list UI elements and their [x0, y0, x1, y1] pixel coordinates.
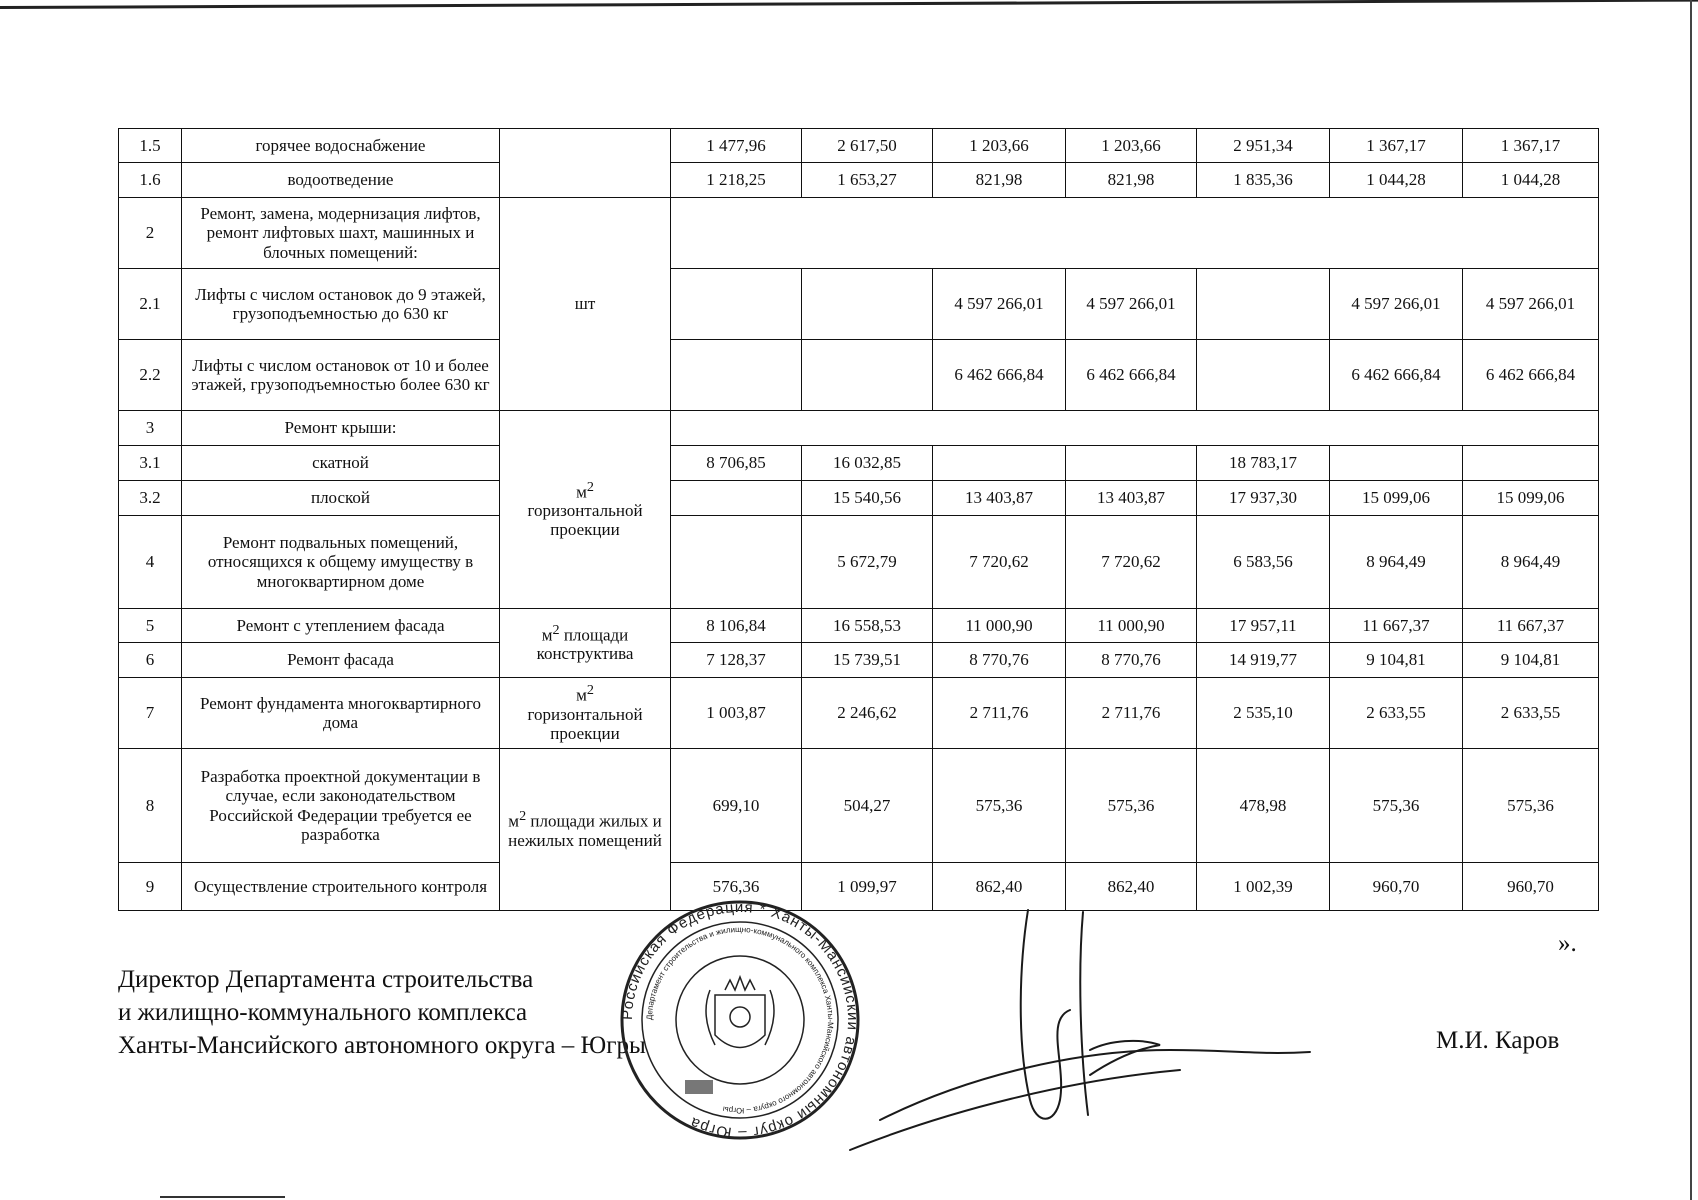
value-cell: 13 403,87	[933, 481, 1066, 516]
value-cell: 1 367,17	[1330, 129, 1463, 163]
stamp-barcode-mark	[685, 1080, 713, 1094]
value-cell: 504,27	[802, 749, 933, 863]
row-name: Ремонт, замена, модернизация лифтов, ремонт лифтовых шахт, машинных и блочных помещений:	[182, 198, 500, 269]
official-seal-stamp	[615, 895, 865, 1145]
value-cell: 1 003,87	[671, 678, 802, 749]
table-row	[119, 481, 1599, 516]
value-cell: 1 203,66	[933, 129, 1066, 163]
unit-cell	[500, 609, 671, 678]
value-cell: 862,40	[933, 863, 1066, 911]
row-number: 8	[119, 749, 182, 863]
value-cell: 2 246,62	[802, 678, 933, 749]
row-name: Осуществление строительного контроля	[182, 863, 500, 911]
unit-prefix: м	[576, 685, 587, 705]
value-cell	[933, 446, 1066, 481]
value-cell: 478,98	[1197, 749, 1330, 863]
value-cell: 4 597 266,01	[1463, 269, 1599, 340]
value-cell	[1066, 446, 1197, 481]
value-cell: 6 462 666,84	[933, 340, 1066, 411]
value-cell: 2 711,76	[933, 678, 1066, 749]
value-cell: 11 000,90	[1066, 609, 1197, 643]
value-cell: 9 104,81	[1330, 643, 1463, 678]
value-cell: 8 964,49	[1463, 516, 1599, 609]
unit-prefix: м	[541, 625, 553, 645]
value-cell: 1 002,39	[1197, 863, 1330, 911]
row-name: горячее водоснабжение	[182, 129, 500, 163]
value-cell	[671, 516, 802, 609]
section-header-spacer	[671, 198, 1599, 269]
value-cell: 5 672,79	[802, 516, 933, 609]
value-cell: 11 667,37	[1463, 609, 1599, 643]
value-cell: 15 739,51	[802, 643, 933, 678]
top-border-line	[0, 0, 1698, 9]
value-cell: 1 218,25	[671, 163, 802, 198]
stamp-inner-text: Департамент строительства и жилищно-коммунального комплекса Ханты-Мансийского автономного округа – Югры	[644, 924, 836, 1116]
row-name: Ремонт крыши:	[182, 411, 500, 446]
unit-cell	[500, 749, 671, 911]
row-number: 3.1	[119, 446, 182, 481]
signatory-title-line: и жилищно-коммунального комплекса	[118, 999, 528, 1026]
row-name: Лифты с числом остановок до 9 этажей, грузоподъемностью до 630 кг	[182, 269, 500, 340]
value-cell: 1 044,28	[1330, 163, 1463, 198]
value-cell: 7 720,62	[933, 516, 1066, 609]
unit-cell-empty	[500, 129, 671, 198]
value-cell	[1197, 340, 1330, 411]
table-row	[119, 643, 1599, 678]
signatory-title	[118, 963, 646, 1062]
value-cell	[802, 340, 933, 411]
tariff-table	[118, 128, 1599, 911]
value-cell: 960,70	[1330, 863, 1463, 911]
value-cell: 6 462 666,84	[1330, 340, 1463, 411]
value-cell: 8 770,76	[933, 643, 1066, 678]
unit-cell: шт	[500, 198, 671, 411]
unit-text: площади жилых и нежилых помещений	[508, 811, 662, 850]
value-cell: 11 667,37	[1330, 609, 1463, 643]
row-number: 1.5	[119, 129, 182, 163]
svg-text:Российская Федерация * Ханты-М	[619, 899, 861, 1141]
value-cell: 960,70	[1463, 863, 1599, 911]
unit-text: горизонтальной проекции	[527, 501, 643, 540]
value-cell: 15 099,06	[1330, 481, 1463, 516]
row-name: Ремонт фундамента многоквартирного дома	[182, 678, 500, 749]
signatory-title-line: Директор Департамента строительства	[118, 966, 534, 993]
row-name: скатной	[182, 446, 500, 481]
row-number: 4	[119, 516, 182, 609]
row-number: 2.1	[119, 269, 182, 340]
row-name: Ремонт фасада	[182, 643, 500, 678]
row-number: 2.2	[119, 340, 182, 411]
value-cell: 18 783,17	[1197, 446, 1330, 481]
value-cell: 17 937,30	[1197, 481, 1330, 516]
value-cell: 699,10	[671, 749, 802, 863]
value-cell: 2 711,76	[1066, 678, 1197, 749]
unit-superscript: 2	[586, 478, 594, 495]
value-cell: 1 044,28	[1463, 163, 1599, 198]
value-cell: 11 000,90	[933, 609, 1066, 643]
section-header-spacer	[671, 411, 1599, 446]
unit-prefix: м	[576, 482, 587, 502]
row-name: Ремонт подвальных помещений, относящихся к общему имуществу в многоквартирном доме	[182, 516, 500, 609]
row-number: 2	[119, 198, 182, 269]
value-cell: 7 720,62	[1066, 516, 1197, 609]
row-name: Лифты с числом остановок от 10 и более этажей, грузоподъемностью более 630 кг	[182, 340, 500, 411]
value-cell	[1197, 269, 1330, 340]
value-cell	[671, 481, 802, 516]
row-number: 5	[119, 609, 182, 643]
signatory-title-line: Ханты-Мансийского автономного округа – Югры	[118, 1032, 646, 1059]
value-cell: 6 583,56	[1197, 516, 1330, 609]
value-cell: 17 957,11	[1197, 609, 1330, 643]
value-cell: 1 477,96	[671, 129, 802, 163]
value-cell	[671, 340, 802, 411]
row-name: Ремонт с утеплением фасада	[182, 609, 500, 643]
unit-prefix: м	[508, 811, 520, 831]
value-cell: 15 540,56	[802, 481, 933, 516]
table-row	[119, 749, 1599, 863]
value-cell	[802, 269, 933, 340]
table-row	[119, 198, 1599, 269]
row-number: 7	[119, 678, 182, 749]
value-cell: 2 617,50	[802, 129, 933, 163]
unit-cell	[500, 678, 671, 749]
signatory-name: М.И. Каров	[1436, 1027, 1560, 1054]
value-cell: 4 597 266,01	[1066, 269, 1197, 340]
value-cell	[671, 269, 802, 340]
value-cell: 2 633,55	[1463, 678, 1599, 749]
row-number: 9	[119, 863, 182, 911]
value-cell: 16 032,85	[802, 446, 933, 481]
stamp-outer-text: Российская Федерация * Ханты-Мансийский автономный округ – Югра	[618, 898, 862, 1142]
table-row	[119, 269, 1599, 340]
value-cell: 575,36	[933, 749, 1066, 863]
footer-line	[160, 1196, 285, 1198]
value-cell: 1 653,27	[802, 163, 933, 198]
value-cell: 1 099,97	[802, 863, 933, 911]
row-name: плоской	[182, 481, 500, 516]
value-cell: 575,36	[1463, 749, 1599, 863]
value-cell: 1 367,17	[1463, 129, 1599, 163]
table-row	[119, 129, 1599, 163]
table-row	[119, 446, 1599, 481]
value-cell: 1 203,66	[1066, 129, 1197, 163]
table-row	[119, 163, 1599, 198]
table-row	[119, 678, 1599, 749]
unit-cell	[500, 411, 671, 609]
value-cell: 575,36	[1330, 749, 1463, 863]
value-cell: 6 462 666,84	[1463, 340, 1599, 411]
right-border-line	[1690, 0, 1692, 1200]
value-cell: 821,98	[1066, 163, 1197, 198]
row-number: 6	[119, 643, 182, 678]
row-name: водоотведение	[182, 163, 500, 198]
value-cell: 16 558,53	[802, 609, 933, 643]
value-cell: 15 099,06	[1463, 481, 1599, 516]
unit-superscript: 2	[519, 808, 527, 825]
value-cell: 8 706,85	[671, 446, 802, 481]
coat-of-arms-emblem	[706, 977, 774, 1048]
table-row	[119, 609, 1599, 643]
row-number: 3	[119, 411, 182, 446]
value-cell: 13 403,87	[1066, 481, 1197, 516]
value-cell: 575,36	[1066, 749, 1197, 863]
value-cell	[1330, 446, 1463, 481]
value-cell	[1463, 446, 1599, 481]
closing-quote: ».	[1558, 930, 1577, 957]
value-cell: 2 951,34	[1197, 129, 1330, 163]
value-cell: 576,36	[671, 863, 802, 911]
value-cell: 6 462 666,84	[1066, 340, 1197, 411]
value-cell: 7 128,37	[671, 643, 802, 678]
value-cell: 4 597 266,01	[1330, 269, 1463, 340]
unit-text: горизонтальной проекции	[527, 704, 643, 743]
row-number: 3.2	[119, 481, 182, 516]
svg-text:Департамент строительства и жи	[645, 925, 835, 1115]
unit-text: площади конструктива	[536, 625, 634, 664]
value-cell: 8 106,84	[671, 609, 802, 643]
value-cell: 4 597 266,01	[933, 269, 1066, 340]
value-cell: 8 770,76	[1066, 643, 1197, 678]
value-cell: 2 633,55	[1330, 678, 1463, 749]
value-cell: 9 104,81	[1463, 643, 1599, 678]
value-cell: 8 964,49	[1330, 516, 1463, 609]
table-row	[119, 340, 1599, 411]
unit-superscript: 2	[586, 682, 594, 699]
table-row	[119, 411, 1599, 446]
unit-superscript: 2	[552, 621, 560, 638]
handwritten-signature	[840, 900, 1380, 1160]
value-cell: 1 835,36	[1197, 163, 1330, 198]
value-cell: 821,98	[933, 163, 1066, 198]
value-cell: 862,40	[1066, 863, 1197, 911]
value-cell: 14 919,77	[1197, 643, 1330, 678]
row-number: 1.6	[119, 163, 182, 198]
table-row	[119, 516, 1599, 609]
value-cell: 2 535,10	[1197, 678, 1330, 749]
row-name: Разработка проектной документации в случае, если законодательством Российской Федерации требуется ее разработка	[182, 749, 500, 863]
